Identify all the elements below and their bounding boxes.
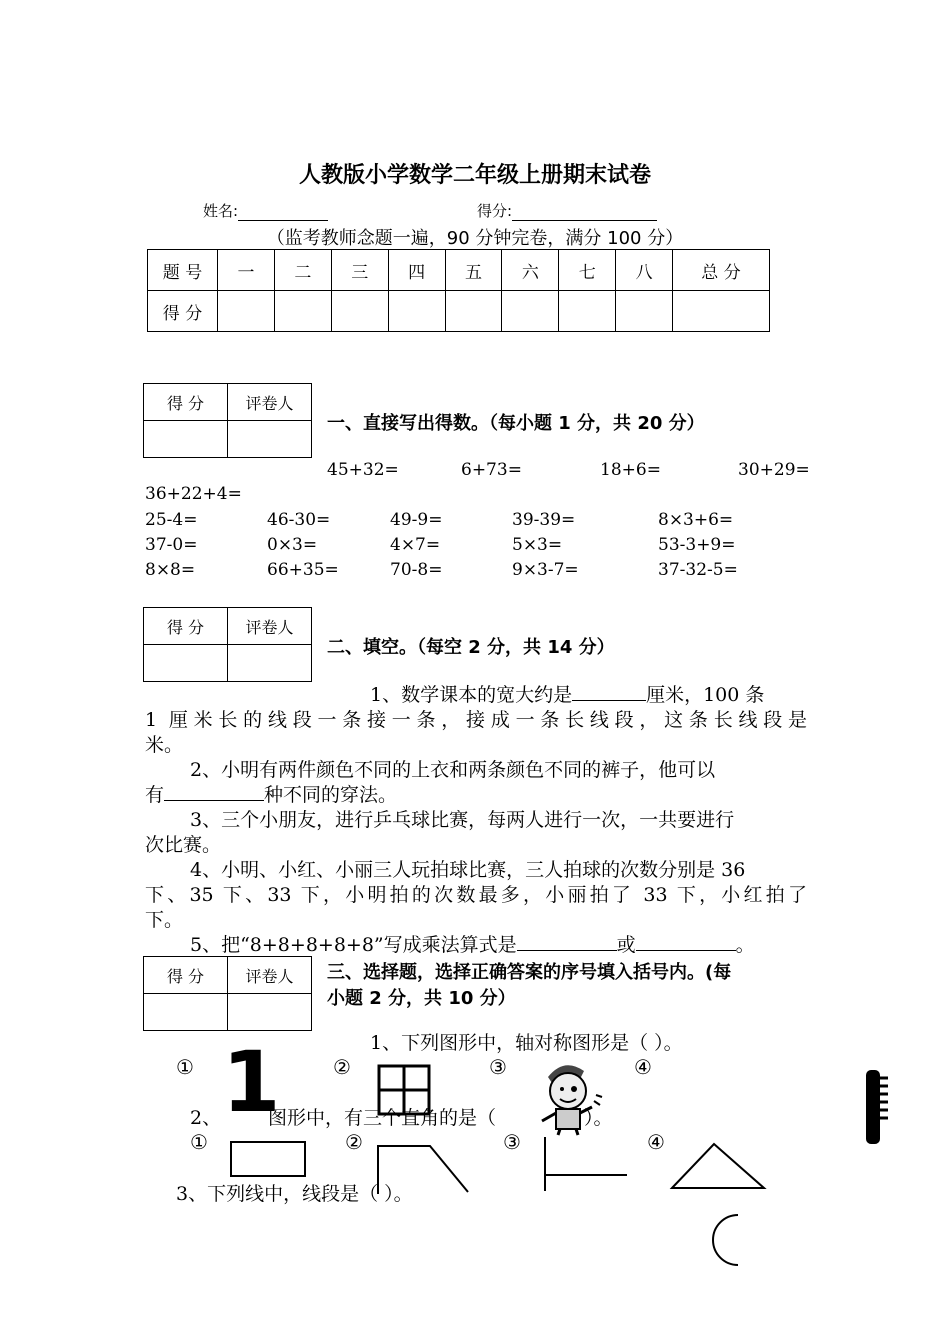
- fill-question-4-line-2: 下、35 下、33 下，小明拍的次数最多，小丽拍了 33 下，小红拍了: [145, 884, 807, 906]
- rectangle-figure: [229, 1140, 309, 1180]
- option-4-marker[interactable]: ④: [647, 1130, 665, 1154]
- calc-item: 5×3=: [512, 535, 563, 555]
- fill-question-1-line-3: 米。: [145, 734, 184, 756]
- score-table-header-row: [148, 250, 770, 291]
- score-cell[interactable]: [388, 291, 445, 332]
- option-2-marker[interactable]: ②: [345, 1130, 363, 1154]
- score-col-8: 八: [616, 250, 673, 291]
- name-blank[interactable]: [238, 207, 328, 221]
- calc-item: 45+32=: [327, 460, 399, 480]
- score-label: 得分:: [477, 202, 513, 220]
- grader-score-label: 得 分: [144, 384, 228, 421]
- score-cell[interactable]: [218, 291, 275, 332]
- fill-question-2-line-2: [145, 783, 397, 808]
- option-3-marker[interactable]: ③: [503, 1130, 521, 1154]
- grader-name-label: 评卷人: [228, 608, 312, 645]
- section3-heading-line-2: 小题 2 分，共 10 分）: [327, 988, 516, 1009]
- grader-name-label: 评卷人: [228, 384, 312, 421]
- calc-item: 0×3=: [267, 535, 318, 555]
- calc-item: 49-9=: [390, 510, 443, 530]
- fill-question-3-line-2: 次比赛。: [145, 834, 222, 856]
- calc-item: 30+29=: [738, 460, 810, 480]
- choice-question-3: 3、下列线中，线段是（ ）。: [176, 1183, 413, 1205]
- score-col-total: 总 分: [673, 250, 770, 291]
- score-cell[interactable]: [559, 291, 616, 332]
- calc-item: 25-4=: [145, 510, 198, 530]
- fill-question-5: [190, 933, 755, 958]
- question-text: 或: [616, 934, 636, 956]
- triangle-figure: [668, 1140, 768, 1192]
- answer-blank[interactable]: [636, 933, 736, 951]
- calc-item: 39-39=: [512, 510, 576, 530]
- calc-item: 37-0=: [145, 535, 198, 555]
- name-field: [203, 200, 328, 221]
- page-title: 人教版小学数学二年级上册期末试卷: [298, 163, 651, 188]
- fill-question-2-line-1: 2、小明有两件颜色不同的上衣和两条颜色不同的裤子，他可以: [190, 759, 716, 781]
- grader-name-cell[interactable]: [228, 645, 312, 682]
- arc-figure: [708, 1212, 744, 1268]
- fill-question-3-line-1: 3、三个小朋友，进行乒乓球比赛，每两人进行一次，一共要进行: [190, 809, 735, 831]
- fill-question-4-line-1: 4、小明、小红、小丽三人玩拍球比赛，三人拍球的次数分别是 36: [190, 859, 746, 881]
- calc-item: 36+22+4=: [145, 484, 242, 504]
- question-text: 1、数学课本的宽大约是: [370, 684, 573, 706]
- fill-question-4-line-3: 下。: [145, 909, 184, 931]
- question-text: 有: [145, 784, 165, 806]
- score-cell[interactable]: [673, 291, 770, 332]
- name-label: 姓名:: [203, 202, 239, 220]
- score-cell[interactable]: [502, 291, 559, 332]
- digit-one-figure: 1: [222, 1033, 281, 1131]
- calc-item: 37-32-5=: [658, 560, 738, 580]
- calc-item: 6+73=: [461, 460, 522, 480]
- score-field: [477, 200, 657, 221]
- grader-score-label: 得 分: [144, 957, 228, 994]
- fill-question-1-line-2: 1 厘米长的线段一条接一条，接成一条长线段，这条长线段是: [145, 709, 807, 731]
- grader-score-cell[interactable]: [144, 421, 228, 458]
- grader-score-cell[interactable]: [144, 645, 228, 682]
- choice-question-2-prefix: 2、: [190, 1107, 222, 1129]
- grader-box-2: [143, 607, 312, 682]
- fill-question-1-line-1: [370, 683, 764, 708]
- calc-item: 46-30=: [267, 510, 331, 530]
- score-table: [147, 249, 770, 332]
- answer-blank[interactable]: [517, 933, 617, 951]
- score-blank[interactable]: [512, 207, 657, 221]
- comb-icon: [856, 1068, 890, 1146]
- calc-item: 8×3+6=: [658, 510, 734, 530]
- score-table-row-label: 题 号: [148, 250, 218, 291]
- section3-heading-line-1: 三、选择题，选择正确答案的序号填入括号内。(每: [327, 962, 732, 983]
- exam-note: （监考教师念题一遍，90 分钟完卷，满分 100 分）: [266, 228, 684, 249]
- score-col-4: 四: [388, 250, 445, 291]
- calc-item: 8×8=: [145, 560, 196, 580]
- option-1-marker[interactable]: ①: [190, 1130, 208, 1154]
- calc-item: 66+35=: [267, 560, 339, 580]
- calc-item: 70-8=: [390, 560, 443, 580]
- score-cell[interactable]: [274, 291, 331, 332]
- choice-question-2: [268, 1106, 613, 1131]
- score-cell[interactable]: [616, 291, 673, 332]
- score-table-row-label: 得 分: [148, 291, 218, 332]
- grader-score-label: 得 分: [144, 608, 228, 645]
- grader-box-3: [143, 956, 312, 1031]
- score-col-1: 一: [218, 250, 275, 291]
- question-text: 厘米，100 条: [646, 684, 765, 706]
- score-col-7: 七: [559, 250, 616, 291]
- option-2-marker[interactable]: ②: [333, 1055, 351, 1079]
- question-text: 种不同的穿法。: [264, 784, 398, 806]
- choice-question-1: 1、下列图形中，轴对称图形是（ ）。: [370, 1032, 683, 1054]
- score-col-5: 五: [445, 250, 502, 291]
- calc-item: 9×3-7=: [512, 560, 579, 580]
- question-text: 5、把“8+8+8+8+8”写成乘法算式是: [190, 934, 517, 956]
- calc-item: 4×7=: [390, 535, 441, 555]
- score-col-3: 三: [331, 250, 388, 291]
- grader-name-label: 评卷人: [228, 957, 312, 994]
- question-text: 图形中，有三个直角的是（: [268, 1107, 497, 1129]
- question-text: ）。: [584, 1107, 613, 1129]
- grader-name-cell[interactable]: [228, 994, 312, 1031]
- calc-item: 18+6=: [600, 460, 661, 480]
- grader-box-1: [143, 383, 312, 458]
- score-col-2: 二: [274, 250, 331, 291]
- answer-blank[interactable]: [164, 783, 264, 801]
- score-col-6: 六: [502, 250, 559, 291]
- option-4-marker[interactable]: ④: [634, 1055, 652, 1079]
- answer-blank[interactable]: [572, 683, 646, 701]
- right-angle-lines-figure: [541, 1135, 631, 1193]
- score-cell[interactable]: [331, 291, 388, 332]
- option-1-marker[interactable]: ①: [176, 1055, 194, 1079]
- calc-item: 53-3+9=: [658, 535, 736, 555]
- section2-heading: 二、填空。（每空 2 分，共 14 分）: [327, 637, 615, 658]
- section1-heading: 一、直接写出得数。（每小题 1 分，共 20 分）: [327, 413, 705, 434]
- option-3-marker[interactable]: ③: [489, 1055, 507, 1079]
- grader-score-cell[interactable]: [144, 994, 228, 1031]
- grader-name-cell[interactable]: [228, 421, 312, 458]
- question-text: 。: [735, 934, 755, 956]
- score-cell[interactable]: [445, 291, 502, 332]
- score-table-score-row: [148, 291, 770, 332]
